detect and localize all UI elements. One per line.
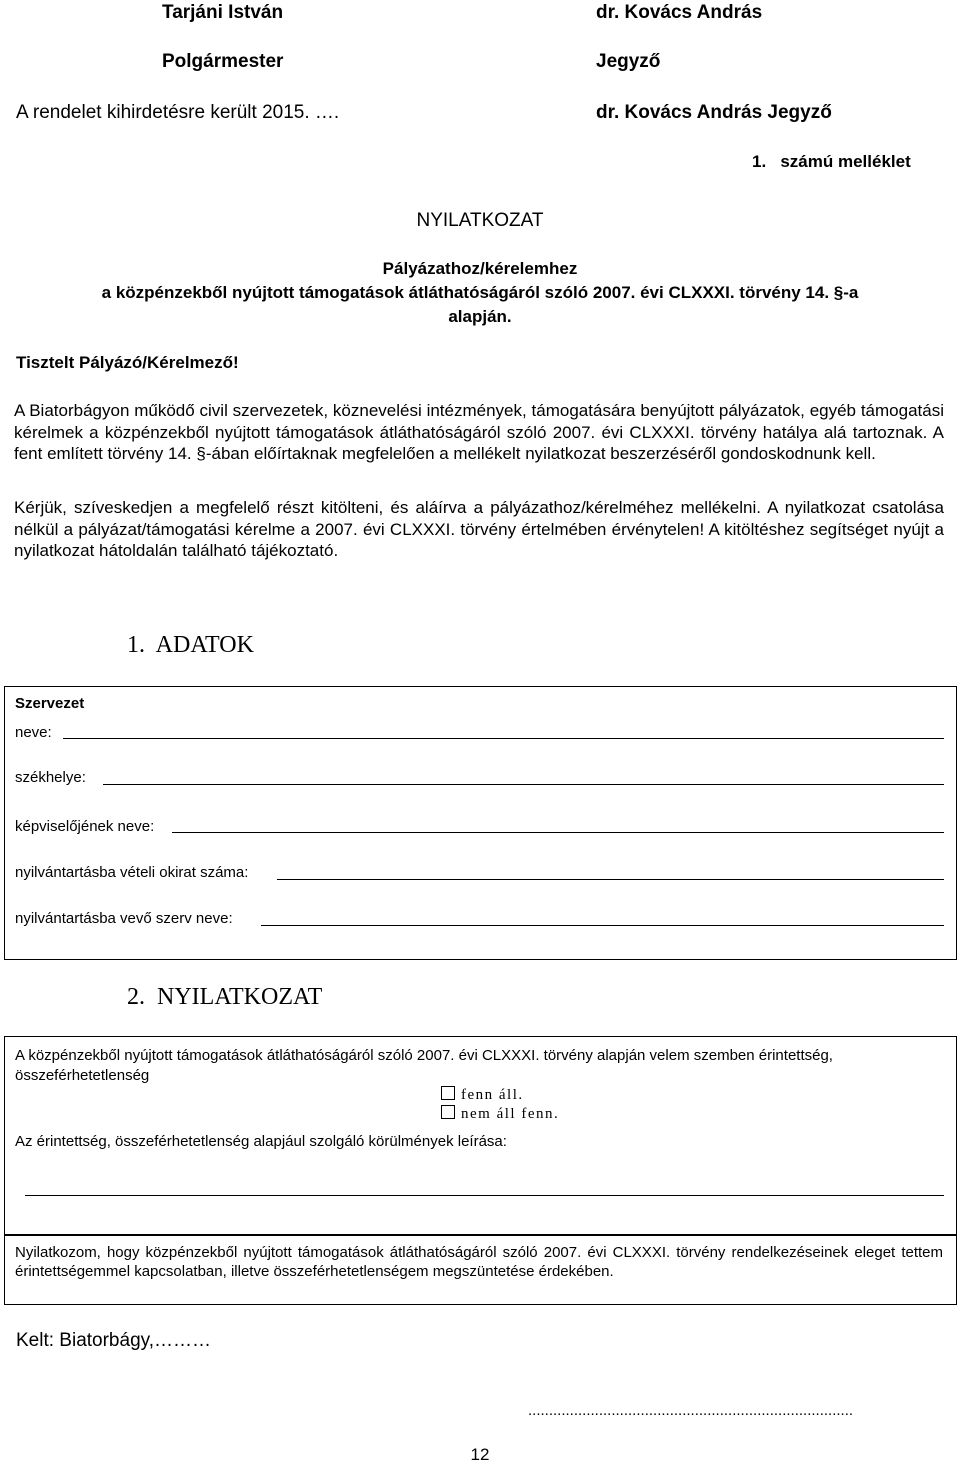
document-subtitle-law: a közpénzekből nyújtott támogatások átláthatóságáról szóló 2007. évi CLXXXI. törvény 14. §-a [101,283,859,302]
org-representative-label: képviselőjének neve: [15,818,155,835]
document-subtitle-basis: alapján. [448,307,512,326]
commitment-box [4,1235,957,1305]
org-representative-field[interactable] [172,832,944,833]
mayor-name: Tarjáni István [162,2,284,23]
registering-body-field[interactable] [261,925,944,926]
page-number: 12 [470,1445,490,1464]
annex-label: 1. számú melléklet [752,152,911,171]
document-subtitle: Pályázathoz/kérelemhez [382,259,578,278]
registration-document-field[interactable] [277,879,944,880]
option-not-exists-label: nem áll fenn. [461,1106,560,1122]
org-seat-field[interactable] [103,784,944,785]
notary-title: Jegyző [596,51,661,72]
intro-paragraph-1: A Biatorbágyon működő civil szervezetek, köznevelési intézmények, támogatására benyújtott pályázatok, egyéb támogatási kérelmek a közpénzekből nyújtott támogatások átláthatóságáról szóló 2007. évi CLXXXI. törvény hatálya alá tartoznak. A fent említett törvény 14. §-ában előírtaknak megfelelően a mellékelt nyilatkozat beszerzéséről gondoskodnunk kell. [14,401,944,463]
org-name-field[interactable] [63,738,944,739]
intro-paragraph-2: Kérjük, szíveskedjen a megfelelő részt kitölteni, és aláírva a pályázathoz/kérelméhez mellékelni. A nyilatkozat csatolása nélkül a pályázat/támogatási kérelme a 2007. évi CLXXXI. törvény értelmében érvénytelen! A kitöltéshez segítséget nyújt a nyilatkozat hátoldalán található tájékoztató. [14,498,944,560]
conflict-statement: A közpénzekből nyújtott támogatások átláthatóságáról szóló 2007. évi CLXXXI. törvény alapján velem szemben érintettség, összeférhetetlenség [15,1047,833,1084]
declaration-box [4,1036,957,1235]
registering-body-label: nyilvántartásba vevő szerv neve: [15,910,233,927]
mayor-title: Polgármester [162,51,284,72]
greeting: Tisztelt Pályázó/Kérelmező! [16,353,239,372]
notary-name: dr. Kovács András [596,2,763,23]
circumstances-field[interactable] [25,1195,944,1196]
option-not-exists[interactable] [441,1105,559,1123]
circumstances-label: Az érintettség, összeférhetetlenség alapjául szolgáló körülmények leírása: [15,1133,507,1150]
signature-line[interactable]: .............................................................................. [528,1402,854,1419]
org-seat-label: székhelye: [15,769,86,786]
option-exists[interactable] [441,1086,524,1104]
promulgation-signer: dr. Kovács András Jegyző [596,102,832,123]
document-title: NYILATKOZAT [416,210,544,231]
not-exists-checkbox[interactable] [441,1105,455,1119]
org-name-label: neve: [15,724,52,741]
organization-box-title: Szervezet [15,695,85,712]
place-date: Kelt: Biatorbágy,……… [16,1330,212,1351]
exists-checkbox[interactable] [441,1086,455,1100]
registration-document-label: nyilvántartásba vételi okirat száma: [15,864,249,881]
promulgation-text: A rendelet kihirdetésre került 2015. …. [16,102,340,123]
section-2-heading: 2. NYILATKOZAT [127,984,323,1010]
organization-data-box [4,686,957,960]
option-exists-label: fenn áll. [461,1087,524,1103]
section-1-heading: 1. ADATOK [127,632,254,658]
commitment-statement: Nyilatkozom, hogy közpénzekből nyújtott támogatások átláthatóságáról szóló 2007. évi CLXXXI. törvény rendelkezéseinek eleget tettem érintettségemmel kapcsolatban, illetve összeférhetetlenségem megszüntetése érdekében. [15,1244,943,1280]
